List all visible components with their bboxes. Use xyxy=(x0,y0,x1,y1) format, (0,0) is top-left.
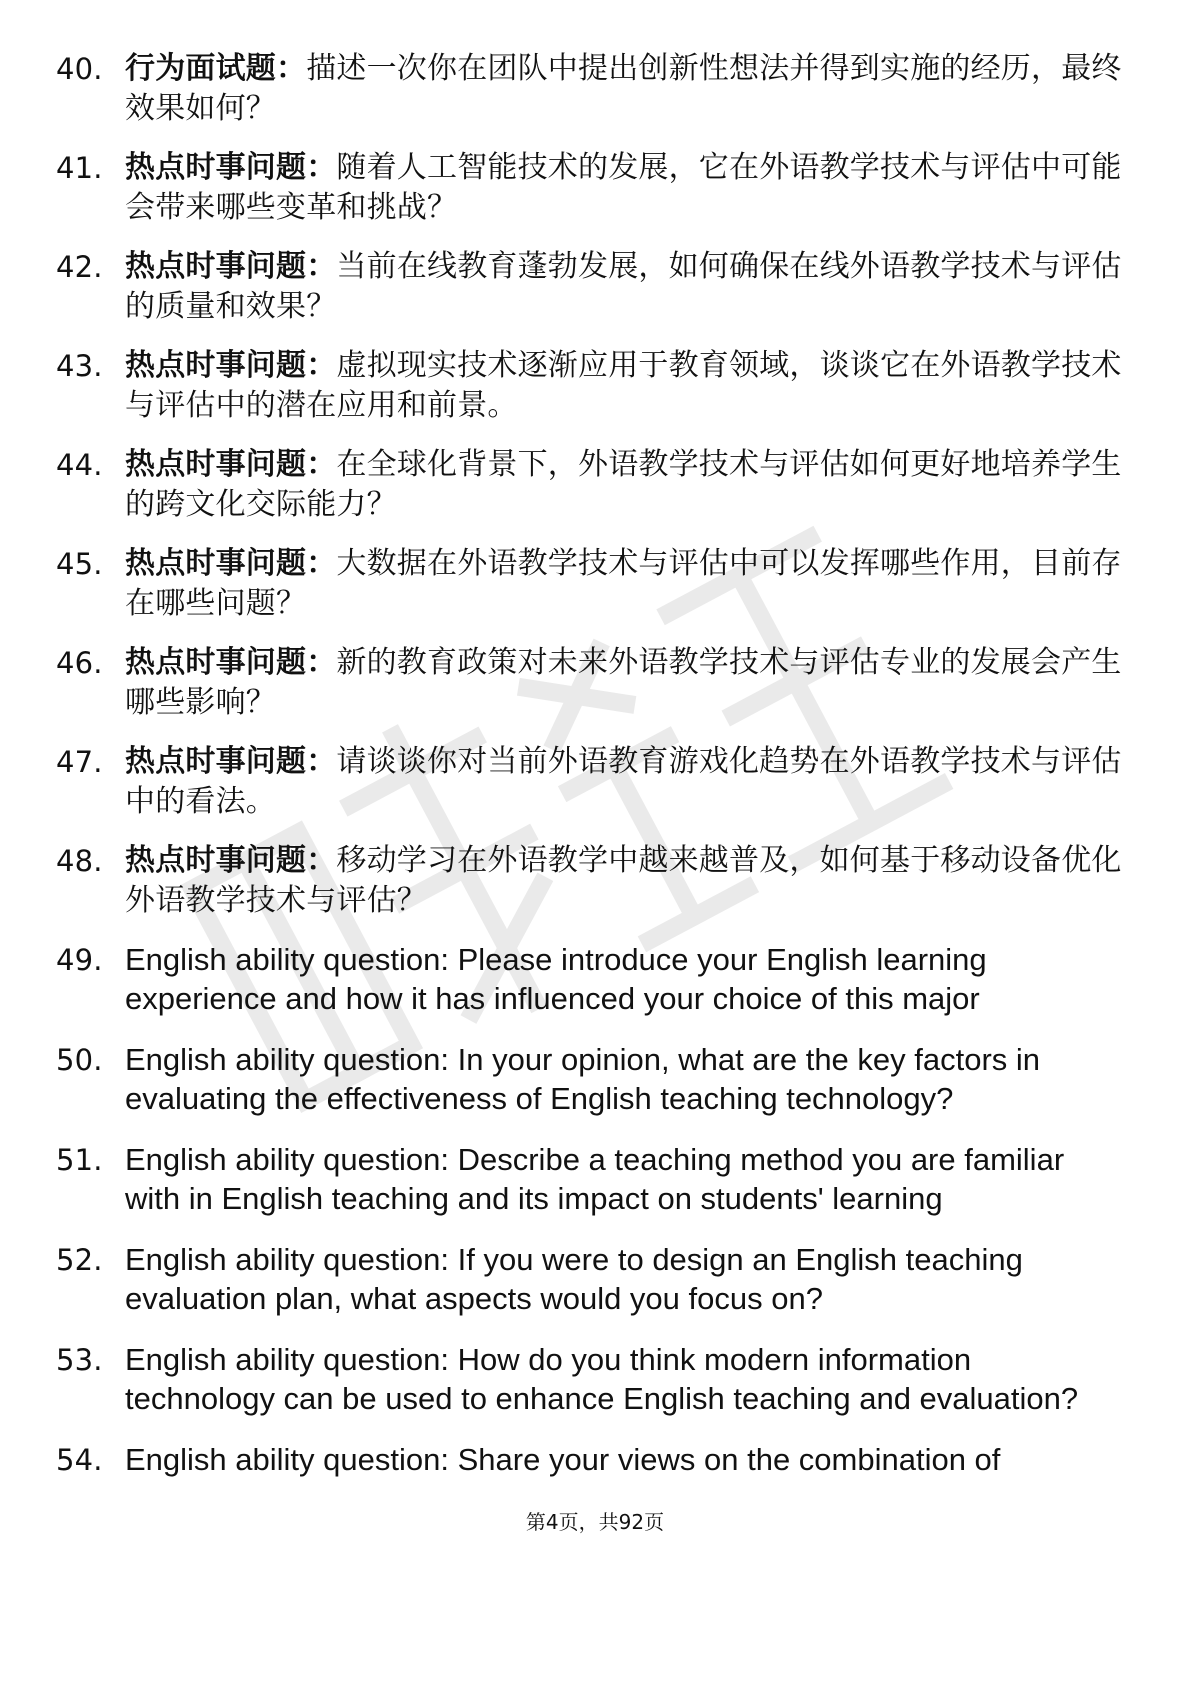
question-category: English ability question: xyxy=(125,942,449,977)
question-body: 虚拟现实技术逐渐应用于教育领域，谈谈它在外语教学技术与评估中的潜在应用和前景。 xyxy=(125,348,1122,423)
question-body: Share your views on the combination of xyxy=(457,1442,1001,1477)
question-body: 在全球化背景下，外语教学技术与评估如何更好地培养学生的跨文化交际能力？ xyxy=(125,447,1122,522)
question-body: 新的教育政策对未来外语教学技术与评估专业的发展会产生哪些影响？ xyxy=(125,645,1122,720)
question-text xyxy=(125,445,1125,525)
question-number: 48. xyxy=(56,844,103,878)
question-body: In your opinion, what are the key factors in evaluating the effectiveness of English teaching technology? xyxy=(125,1042,1041,1116)
question-text xyxy=(125,841,1125,921)
list-item xyxy=(56,742,1136,822)
question-category: English ability question: xyxy=(125,1342,449,1377)
question-category: 热点时事问题： xyxy=(125,744,337,779)
question-number: 51. xyxy=(56,1143,103,1177)
question-category: 行为面试题： xyxy=(125,51,307,86)
question-number: 53. xyxy=(56,1343,103,1377)
list-item xyxy=(56,643,1136,723)
question-body: 请谈谈你对当前外语教育游戏化趋势在外语教学技术与评估中的看法。 xyxy=(125,744,1122,819)
question-text xyxy=(125,1140,1125,1218)
list-item xyxy=(56,1340,1136,1418)
question-text xyxy=(125,1240,1125,1318)
question-number: 40. xyxy=(56,52,103,86)
question-number: 52. xyxy=(56,1243,103,1277)
question-number: 46. xyxy=(56,646,103,680)
list-item xyxy=(56,445,1136,525)
page-footer xyxy=(0,1510,1190,1534)
question-number: 50. xyxy=(56,1043,103,1077)
question-category: English ability question: xyxy=(125,1442,449,1477)
question-number: 49. xyxy=(56,943,103,977)
question-text xyxy=(125,1440,1125,1479)
question-number: 43. xyxy=(56,349,103,383)
question-body: 当前在线教育蓬勃发展，如何确保在线外语教学技术与评估的质量和效果？ xyxy=(125,249,1122,324)
question-number: 47. xyxy=(56,745,103,779)
question-body: Please introduce your English learning experience and how it has influenced your choice of this major xyxy=(125,942,987,1016)
question-text xyxy=(125,742,1125,822)
question-text xyxy=(125,49,1125,129)
question-body: 随着人工智能技术的发展，它在外语教学技术与评估中可能会带来哪些变革和挑战？ xyxy=(125,150,1122,225)
question-number: 54. xyxy=(56,1443,103,1477)
question-body: Describe a teaching method you are familiar with in English teaching and its impact on students' learning xyxy=(125,1142,1065,1216)
question-text xyxy=(125,940,1125,1018)
question-category: 热点时事问题： xyxy=(125,546,337,581)
question-category: English ability question: xyxy=(125,1142,449,1177)
question-text xyxy=(125,346,1125,426)
question-number: 45. xyxy=(56,547,103,581)
question-category: 热点时事问题： xyxy=(125,150,337,185)
question-number: 44. xyxy=(56,448,103,482)
question-body: If you were to design an English teaching evaluation plan, what aspects would you focus on? xyxy=(125,1242,1023,1316)
question-text xyxy=(125,643,1125,723)
question-number: 41. xyxy=(56,151,103,185)
list-item xyxy=(56,1440,1136,1480)
list-item xyxy=(56,1140,1136,1218)
question-text xyxy=(125,247,1125,327)
question-category: 热点时事问题： xyxy=(125,348,337,383)
list-item xyxy=(56,1040,1136,1118)
question-body: 大数据在外语教学技术与评估中可以发挥哪些作用，目前存在哪些问题？ xyxy=(125,546,1122,621)
question-text xyxy=(125,1040,1125,1118)
list-item xyxy=(56,841,1136,921)
question-text xyxy=(125,148,1125,228)
list-item xyxy=(56,346,1136,426)
question-body: 描述一次你在团队中提出创新性想法并得到实施的经历，最终效果如何？ xyxy=(125,51,1122,126)
question-text xyxy=(125,544,1125,624)
list-item xyxy=(56,247,1136,327)
question-category: 热点时事问题： xyxy=(125,645,337,680)
question-category: English ability question: xyxy=(125,1042,449,1077)
question-category: 热点时事问题： xyxy=(125,843,337,878)
question-text xyxy=(125,1340,1125,1418)
question-body: How do you think modern information technology can be used to enhance English teaching and evaluation? xyxy=(125,1342,1079,1416)
question-body: 移动学习在外语教学中越来越普及，如何基于移动设备优化外语教学技术与评估？ xyxy=(125,843,1122,918)
list-item xyxy=(56,148,1136,228)
question-list xyxy=(56,49,1136,1502)
question-number: 42. xyxy=(56,250,103,284)
list-item xyxy=(56,1240,1136,1318)
question-category: 热点时事问题： xyxy=(125,447,337,482)
question-category: English ability question: xyxy=(125,1242,449,1277)
list-item xyxy=(56,940,1136,1018)
page-number-label: 第4页，共92页 xyxy=(525,1510,665,1534)
question-category: 热点时事问题： xyxy=(125,249,337,284)
list-item xyxy=(56,544,1136,624)
list-item xyxy=(56,49,1136,129)
